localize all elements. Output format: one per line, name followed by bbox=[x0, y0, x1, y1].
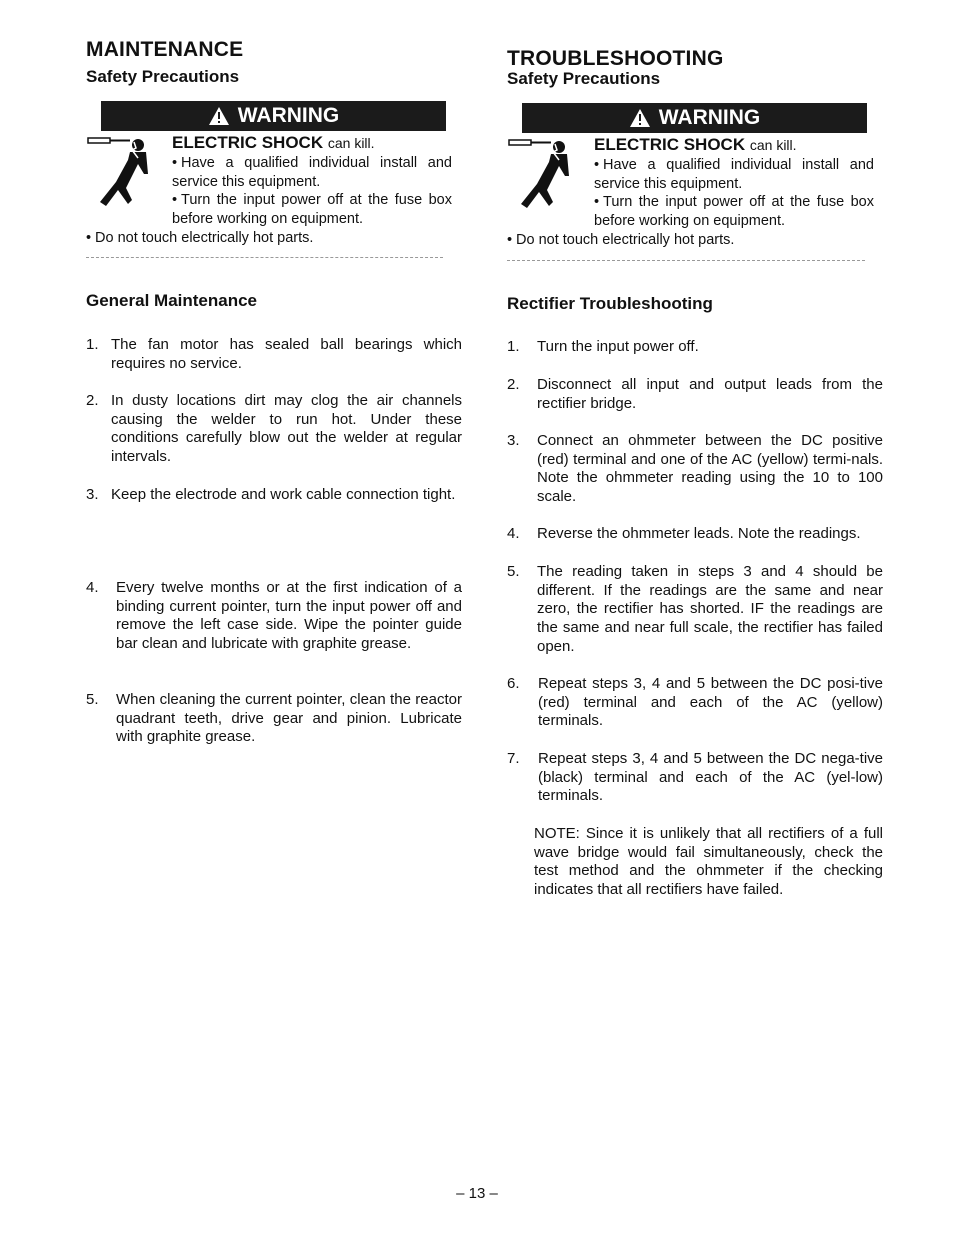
item-text: The fan motor has sealed ball bearings which requires no service. bbox=[111, 336, 462, 372]
warning-bottom-bullet: • Do not touch electrically hot parts. bbox=[507, 232, 735, 248]
electric-shock-heading bbox=[172, 133, 375, 153]
can-kill-text: can kill. bbox=[327, 135, 375, 151]
item-text: Keep the electrode and work cable connection tight. bbox=[111, 486, 456, 503]
electric-shock-bold: ELECTRIC SHOCK bbox=[172, 133, 324, 152]
warning-banner bbox=[101, 101, 446, 131]
item-text: Disconnect all input and output leads from the rectifier bridge. bbox=[537, 376, 883, 412]
list-item bbox=[507, 525, 883, 544]
item-number: 7. bbox=[507, 750, 520, 767]
item-number: 3. bbox=[86, 486, 99, 503]
list-item bbox=[86, 336, 462, 373]
warning-bottom-bullet-text: Do not touch electrically hot parts. bbox=[95, 230, 314, 246]
item-number: 4. bbox=[86, 579, 99, 596]
item-number: 4. bbox=[507, 525, 520, 542]
list-item bbox=[507, 750, 883, 806]
electric-shock-heading bbox=[594, 135, 797, 155]
list-item bbox=[507, 432, 883, 507]
item-number: 3. bbox=[507, 432, 520, 449]
warning-triangle-icon bbox=[208, 106, 230, 126]
item-text: The reading taken in steps 3 and 4 should be different. If the readings are the same and near zero, the rectifier has shorted. IF the readings are the same and near full scale, the rectifier has failed open. bbox=[537, 563, 883, 655]
item-number: 2. bbox=[507, 376, 520, 393]
warning-bullet: • Turn the input power off at the fuse box before working on equipment. bbox=[172, 192, 452, 227]
item-number: 2. bbox=[86, 392, 99, 409]
item-number: 1. bbox=[86, 336, 99, 353]
item-number: 5. bbox=[507, 563, 520, 580]
warning-bottom-bullet-text: Do not touch electrically hot parts. bbox=[516, 232, 735, 248]
note-paragraph: NOTE: Since it is unlikely that all rectifiers of a full wave bridge would fail simultaneously, check the test method and the ohmmeter if the checking indicates that all rectifiers have failed. bbox=[534, 825, 883, 899]
warning-banner bbox=[522, 103, 867, 133]
warning-bullet: • Have a qualified individual install and service this equipment. bbox=[172, 155, 452, 190]
list-item bbox=[86, 486, 462, 505]
general-maintenance-heading: General Maintenance bbox=[86, 291, 258, 310]
warning-bullet: • Have a qualified individual install and service this equipment. bbox=[594, 157, 874, 192]
page-number: – 13 – bbox=[456, 1185, 498, 1202]
warning-label: WARNING bbox=[658, 106, 761, 129]
warning-bullet-text: Have a qualified individual install and service this equipment. bbox=[594, 157, 874, 192]
electric-shock-icon bbox=[507, 136, 582, 216]
divider bbox=[86, 257, 443, 258]
item-number: 5. bbox=[86, 691, 99, 708]
item-text: In dusty locations dirt may clog the air channels causing the welder to run hot. Under these conditions carefully blow out the welder at regular intervals. bbox=[111, 392, 462, 466]
item-number: 6. bbox=[507, 675, 520, 692]
divider bbox=[507, 260, 865, 261]
item-text: Repeat steps 3, 4 and 5 between the DC nega-tive (black) terminal and each of the AC (yel-low) terminals. bbox=[538, 750, 883, 805]
can-kill-text: can kill. bbox=[749, 137, 797, 153]
item-text: Turn the input power off. bbox=[537, 338, 699, 355]
warning-bullet-text: Turn the input power off at the fuse box before working on equipment. bbox=[172, 192, 452, 227]
item-text: When cleaning the current pointer, clean the reactor quadrant teeth, drive gear and pinion. Lubricate with graphite grease. bbox=[116, 691, 462, 746]
item-text: Repeat steps 3, 4 and 5 between the DC posi-tive (red) terminal and each of the AC (yellow) terminals. bbox=[538, 675, 883, 730]
electric-shock-bold: ELECTRIC SHOCK bbox=[594, 135, 746, 154]
item-number: 1. bbox=[507, 338, 520, 355]
item-text: Connect an ohmmeter between the DC positive (red) terminal and one of the AC (yellow) termi-nals. Note the ohmmeter reading using the 10 to 100 scale. bbox=[537, 432, 883, 506]
item-text: Reverse the ohmmeter leads. Note the readings. bbox=[537, 525, 861, 542]
warning-label: WARNING bbox=[237, 104, 340, 127]
rectifier-troubleshooting-heading: Rectifier Troubleshooting bbox=[507, 294, 713, 313]
warning-triangle-icon bbox=[629, 108, 651, 128]
electric-shock-icon bbox=[86, 134, 161, 214]
list-item bbox=[86, 579, 462, 654]
item-text: Every twelve months or at the first indication of a binding current pointer, turn the input power off and remove the left case side. Wipe the pointer guide bar clean and lubricate with graphite grease. bbox=[116, 579, 462, 653]
list-item bbox=[507, 376, 883, 413]
safety-precautions-heading: Safety Precautions bbox=[86, 67, 240, 86]
warning-bottom-bullet: • Do not touch electrically hot parts. bbox=[86, 230, 314, 246]
list-item bbox=[507, 338, 883, 357]
troubleshooting-title: TROUBLESHOOTING bbox=[507, 47, 724, 70]
list-item bbox=[507, 675, 883, 731]
warning-bullet-text: Turn the input power off at the fuse box before working on equipment. bbox=[594, 194, 874, 229]
list-item bbox=[507, 563, 883, 657]
maintenance-title: MAINTENANCE bbox=[86, 38, 244, 61]
list-item bbox=[86, 392, 462, 467]
warning-bullet-text: Have a qualified individual install and service this equipment. bbox=[172, 155, 452, 190]
list-item bbox=[86, 691, 462, 747]
safety-precautions-heading: Safety Precautions bbox=[507, 69, 661, 88]
warning-bullet: • Turn the input power off at the fuse box before working on equipment. bbox=[594, 194, 874, 229]
